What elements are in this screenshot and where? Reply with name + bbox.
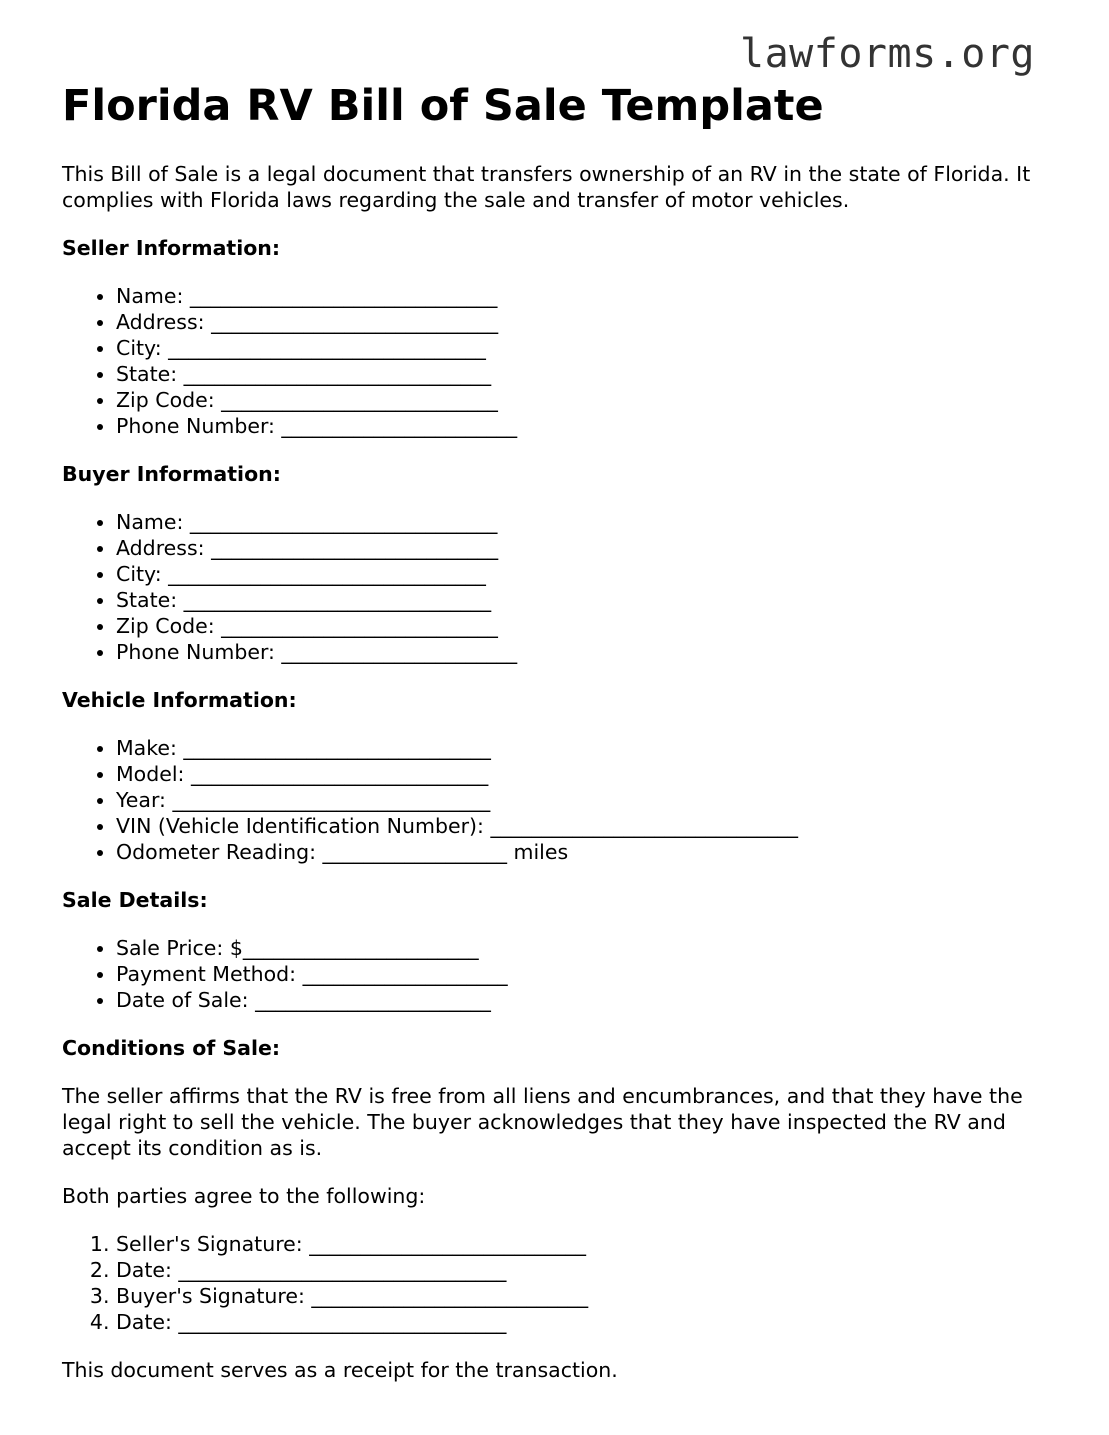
- page-title: Florida RV Bill of Sale Template: [62, 81, 824, 131]
- buyer-list: [62, 509, 1062, 665]
- seller-name-field[interactable]: • Name: ______________________________: [116, 283, 1062, 309]
- buyer-signature-field[interactable]: 3. Buyer's Signature: ___________________________: [116, 1283, 1062, 1309]
- buyer-zip-field[interactable]: • Zip Code: ___________________________: [116, 613, 1062, 639]
- buyer-city-field[interactable]: • City: _______________________________: [116, 561, 1062, 587]
- buyer-phone-field[interactable]: • Phone Number: _______________________: [116, 639, 1062, 665]
- vehicle-vin-field[interactable]: • VIN (Vehicle Identification Number): ______________________________: [116, 813, 1062, 839]
- payment-method-field[interactable]: • Payment Method: ____________________: [116, 961, 1062, 987]
- vehicle-model-field[interactable]: • Model: _____________________________: [116, 761, 1062, 787]
- buyer-heading: Buyer Information:: [62, 462, 281, 486]
- sale-date-field[interactable]: • Date of Sale: _______________________: [116, 987, 1062, 1013]
- conditions-heading: Conditions of Sale:: [62, 1036, 281, 1060]
- buyer-address-field[interactable]: • Address: ____________________________: [116, 535, 1062, 561]
- seller-signature-field[interactable]: 1. Seller's Signature: ___________________________: [116, 1231, 1062, 1257]
- seller-list: [62, 283, 1062, 439]
- vehicle-odometer-field[interactable]: • Odometer Reading: __________________ miles: [116, 839, 1062, 865]
- vehicle-make-field[interactable]: • Make: ______________________________: [116, 735, 1062, 761]
- closing-text: This document serves as a receipt for the transaction.: [62, 1358, 618, 1382]
- seller-phone-field[interactable]: • Phone Number: _______________________: [116, 413, 1062, 439]
- sale-list: [62, 935, 1062, 1013]
- seller-city-field[interactable]: • City: _______________________________: [116, 335, 1062, 361]
- sale-heading: Sale Details:: [62, 888, 208, 912]
- seller-heading: Seller Information:: [62, 236, 281, 260]
- lawforms-watermark: lawforms.org: [740, 31, 1035, 77]
- document-page: [62, 80, 1062, 1383]
- vehicle-heading: Vehicle Information:: [62, 688, 297, 712]
- buyer-state-field[interactable]: • State: ______________________________: [116, 587, 1062, 613]
- signature-list: [62, 1231, 1062, 1335]
- buyer-date-field[interactable]: 4. Date: ________________________________: [116, 1309, 1062, 1335]
- conditions-paragraph: The seller affirms that the RV is free from all liens and encumbrances, and that they have the legal right to sell the vehicle. The buyer acknowledges that they have inspected the RV and accept its condition as is.: [62, 1084, 1023, 1160]
- buyer-name-field[interactable]: • Name: ______________________________: [116, 509, 1062, 535]
- seller-state-field[interactable]: • State: ______________________________: [116, 361, 1062, 387]
- sale-price-field[interactable]: • Sale Price: $_______________________: [116, 935, 1062, 961]
- intro-paragraph: This Bill of Sale is a legal document that transfers ownership of an RV in the state of Florida. It complies with Florida laws regarding the sale and transfer of motor vehicles.: [62, 162, 1031, 212]
- seller-date-field[interactable]: 2. Date: ________________________________: [116, 1257, 1062, 1283]
- vehicle-year-field[interactable]: • Year: _______________________________: [116, 787, 1062, 813]
- agreement-text: Both parties agree to the following:: [62, 1184, 426, 1208]
- seller-address-field[interactable]: • Address: ____________________________: [116, 309, 1062, 335]
- seller-zip-field[interactable]: • Zip Code: ___________________________: [116, 387, 1062, 413]
- vehicle-list: [62, 735, 1062, 865]
